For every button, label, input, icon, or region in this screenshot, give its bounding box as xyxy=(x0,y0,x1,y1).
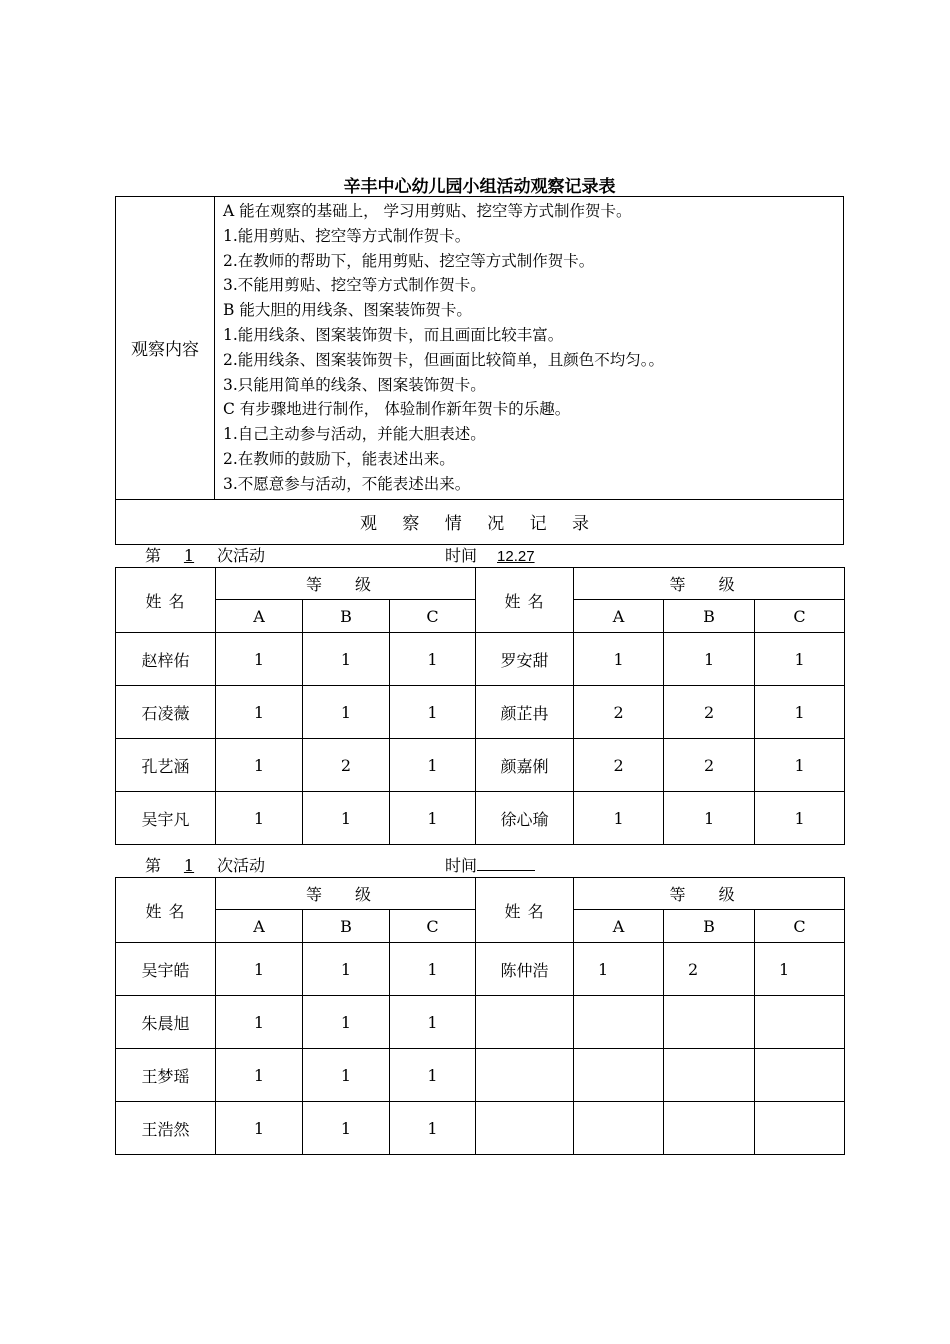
grade-b: 1 xyxy=(303,633,390,686)
grade-a-header: A xyxy=(574,600,664,633)
grade-table-2 xyxy=(115,877,845,1155)
session-number: 1 xyxy=(183,856,195,875)
grade-b: 1 xyxy=(303,943,390,996)
grade-c xyxy=(755,1102,845,1155)
grade-c: 1 xyxy=(390,1049,476,1102)
name-header: 姓 名 xyxy=(116,568,216,633)
criteria-line: B 能大胆的用线条、图案装饰贺卡。 xyxy=(223,301,472,320)
session-header-2 xyxy=(145,853,478,876)
grade-b: 1 xyxy=(303,1102,390,1155)
grade-a: 1 xyxy=(216,633,303,686)
criteria-line: 1.能用线条、图案装饰贺卡，而且画面比较丰富。 xyxy=(223,325,564,344)
grade-header: 等 级 xyxy=(574,568,845,600)
session-prefix: 第 xyxy=(145,856,162,875)
grade-a xyxy=(574,1102,664,1155)
child-name: 颜芷冉 xyxy=(476,686,574,739)
grade-b: 2 xyxy=(664,943,755,996)
grade-b: 1 xyxy=(664,633,755,686)
grade-c: 1 xyxy=(390,996,476,1049)
grade-a: 1 xyxy=(574,792,664,845)
child-name: 赵梓佑 xyxy=(116,633,216,686)
table-row xyxy=(116,943,845,996)
observation-criteria xyxy=(215,197,844,500)
criteria-line: 3.只能用简单的线条、图案装饰贺卡。 xyxy=(223,375,486,394)
criteria-line: 3.不愿意参与活动，不能表述出来。 xyxy=(223,474,471,493)
child-name: 吴宇皓 xyxy=(116,943,216,996)
time-value: 12.27 xyxy=(497,548,535,565)
time-label: 时间 xyxy=(445,546,478,565)
grade-c: 1 xyxy=(390,943,476,996)
child-name: 吴宇凡 xyxy=(116,792,216,845)
record-title: 观 察 情 况 记 录 xyxy=(116,499,844,544)
child-name xyxy=(476,1049,574,1102)
page-title: 辛丰中心幼儿园小组活动观察记录表 xyxy=(343,177,616,197)
grade-c: 1 xyxy=(390,792,476,845)
session-header-1 xyxy=(145,543,535,566)
grade-c: 1 xyxy=(390,1102,476,1155)
grade-c: 1 xyxy=(755,739,845,792)
child-name: 罗安甜 xyxy=(476,633,574,686)
child-name: 王浩然 xyxy=(116,1102,216,1155)
grade-c: 1 xyxy=(390,686,476,739)
grade-a: 1 xyxy=(216,996,303,1049)
child-name: 陈仲浩 xyxy=(476,943,574,996)
child-name: 孔艺涵 xyxy=(116,739,216,792)
grade-b-header: B xyxy=(303,600,390,633)
grade-a: 1 xyxy=(216,686,303,739)
session-time xyxy=(445,853,535,876)
grade-b: 2 xyxy=(303,739,390,792)
criteria-line: 2.在教师的帮助下，能用剪贴、挖空等方式制作贺卡。 xyxy=(223,251,595,270)
grade-c: 1 xyxy=(755,633,845,686)
criteria-line: 1.能用剪贴、挖空等方式制作贺卡。 xyxy=(223,226,471,245)
table-row xyxy=(116,739,845,792)
table-row xyxy=(116,633,845,686)
grade-a: 1 xyxy=(216,739,303,792)
grade-c xyxy=(755,1049,845,1102)
grade-a xyxy=(574,996,664,1049)
grade-b xyxy=(664,1102,755,1155)
grade-b-header: B xyxy=(664,910,755,943)
grade-a: 2 xyxy=(574,686,664,739)
grade-b: 2 xyxy=(664,686,755,739)
grade-b: 1 xyxy=(303,996,390,1049)
grade-a: 1 xyxy=(216,943,303,996)
grade-table-1 xyxy=(115,567,845,845)
grade-b: 1 xyxy=(664,792,755,845)
grade-b-header: B xyxy=(664,600,755,633)
grade-a: 1 xyxy=(216,1049,303,1102)
grade-a xyxy=(574,1049,664,1102)
session-time xyxy=(445,543,563,566)
grade-a: 2 xyxy=(574,739,664,792)
table-row xyxy=(116,1102,845,1155)
grade-b: 2 xyxy=(664,739,755,792)
grade-header: 等 级 xyxy=(216,878,476,910)
grade-b: 1 xyxy=(303,686,390,739)
table-row xyxy=(116,792,845,845)
grade-a: 1 xyxy=(574,943,664,996)
grade-b: 1 xyxy=(303,1049,390,1102)
grade-c-header: C xyxy=(390,910,476,943)
grade-a: 1 xyxy=(574,633,664,686)
grade-c: 1 xyxy=(390,633,476,686)
criteria-line: C 有步骤地进行制作， 体验制作新年贺卡的乐趣。 xyxy=(223,400,571,419)
session-suffix: 次活动 xyxy=(217,856,266,875)
table-row xyxy=(116,686,845,739)
table-row xyxy=(116,996,845,1049)
grade-c: 1 xyxy=(755,792,845,845)
grade-c-header: C xyxy=(755,910,845,943)
grade-c-header: C xyxy=(755,600,845,633)
criteria-line: 1.自己主动参与活动，并能大胆表述。 xyxy=(223,425,486,444)
grade-b xyxy=(664,1049,755,1102)
grade-b-header: B xyxy=(303,910,390,943)
grade-c xyxy=(755,996,845,1049)
child-name: 石凌薇 xyxy=(116,686,216,739)
grade-a: 1 xyxy=(216,1102,303,1155)
grade-a-header: A xyxy=(216,600,303,633)
grade-b xyxy=(664,996,755,1049)
criteria-line: 3.不能用剪贴、挖空等方式制作贺卡。 xyxy=(223,276,486,295)
time-value xyxy=(477,854,535,871)
grade-b: 1 xyxy=(303,792,390,845)
grade-c: 1 xyxy=(755,943,845,996)
session-number: 1 xyxy=(183,546,195,565)
observation-label: 观察内容 xyxy=(116,197,215,500)
child-name: 徐心瑜 xyxy=(476,792,574,845)
grade-c: 1 xyxy=(755,686,845,739)
name-header: 姓 名 xyxy=(116,878,216,943)
child-name: 王梦瑶 xyxy=(116,1049,216,1102)
child-name xyxy=(476,1102,574,1155)
time-label: 时间 xyxy=(445,856,478,875)
criteria-line: 2.能用线条、图案装饰贺卡，但画面比较简单，且颜色不均匀。。 xyxy=(223,350,665,369)
child-name: 颜嘉俐 xyxy=(476,739,574,792)
grade-c: 1 xyxy=(390,739,476,792)
grade-header: 等 级 xyxy=(574,878,845,910)
session-suffix: 次活动 xyxy=(217,546,266,565)
table-row xyxy=(116,1049,845,1102)
observation-table xyxy=(115,196,844,545)
grade-a-header: A xyxy=(574,910,664,943)
grade-header: 等 级 xyxy=(216,568,476,600)
grade-c-header: C xyxy=(390,600,476,633)
grade-a: 1 xyxy=(216,792,303,845)
child-name xyxy=(476,996,574,1049)
session-prefix: 第 xyxy=(145,546,162,565)
child-name: 朱晨旭 xyxy=(116,996,216,1049)
criteria-line: 2.在教师的鼓励下，能表述出来。 xyxy=(223,449,455,468)
name-header: 姓 名 xyxy=(476,568,574,633)
grade-a-header: A xyxy=(216,910,303,943)
name-header: 姓 名 xyxy=(476,878,574,943)
criteria-line: A 能在观察的基础上， 学习用剪贴、挖空等方式制作贺卡。 xyxy=(223,202,632,220)
